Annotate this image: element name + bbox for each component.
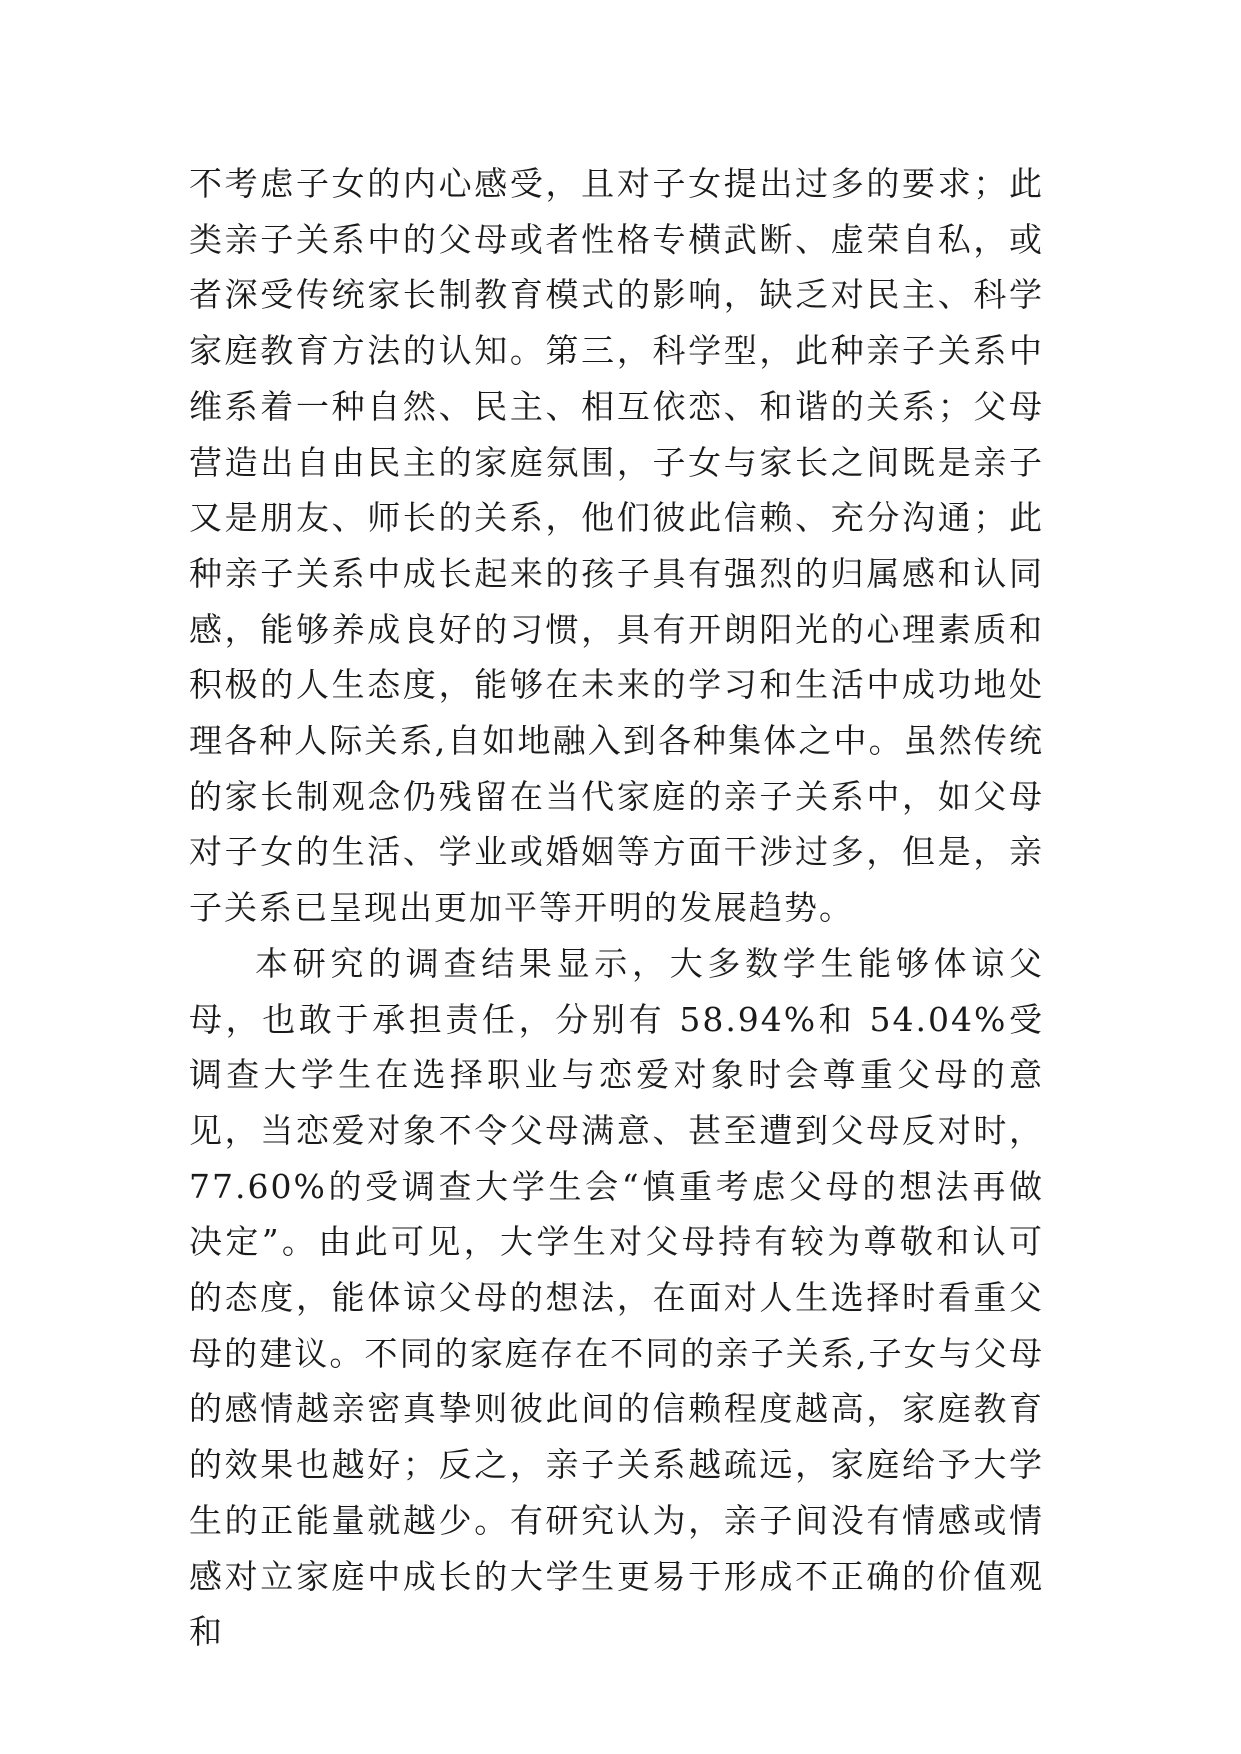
body-text	[189, 156, 1044, 1660]
paragraph-survey-results: 本研究的调查结果显示，大多数学生能够体谅父母，也敢于承担责任，分别有 58.94%和 54.04%受调查大学生在选择职业与恋爱对象时会尊重父母的意见，当恋爱对象不令父母满意、甚至遭到父母反对时，77.60%的受调查大学生会“慎重考虑父母的想法再做决定”。由此可见，大学生对父母持有较为尊敬和认可的态度，能体谅父母的想法，在面对人生选择时看重父母的建议。不同的家庭存在不同的亲子关系,子女与父母的感情越亲密真挚则彼此间的信赖程度越高，家庭教育的效果也越好；反之，亲子关系越疏远，家庭给予大学生的正能量就越少。有研究认为，亲子间没有情感或情感对立家庭中成长的大学生更易于形成不正确的价值观和	[189, 943, 1044, 1652]
paragraph-parent-child-relationship-types: 不考虑子女的内心感受，且对子女提出过多的要求；此类亲子关系中的父母或者性格专横武断、虚荣自私，或者深受传统家长制教育模式的影响，缺乏对民主、科学家庭教育方法的认知。第三，科学型，此种亲子关系中维系着一种自然、民主、相互依恋、和谐的关系；父母营造出自由民主的家庭氛围，子女与家长之间既是亲子又是朋友、师长的关系，他们彼此信赖、充分沟通；此种亲子关系中成长起来的孩子具有强烈的归属感和认同感，能够养成良好的习惯，具有开朗阳光的心理素质和积极的人生态度，能够在未来的学习和生活中成功地处理各种人际关系,自如地融入到各种集体之中。虽然传统的家长制观念仍残留在当代家庭的亲子关系中，如父母对子女的生活、学业或婚姻等方面干涉过多，但是，亲子关系已呈现出更加平等开明的发展趋势。	[189, 164, 1044, 928]
